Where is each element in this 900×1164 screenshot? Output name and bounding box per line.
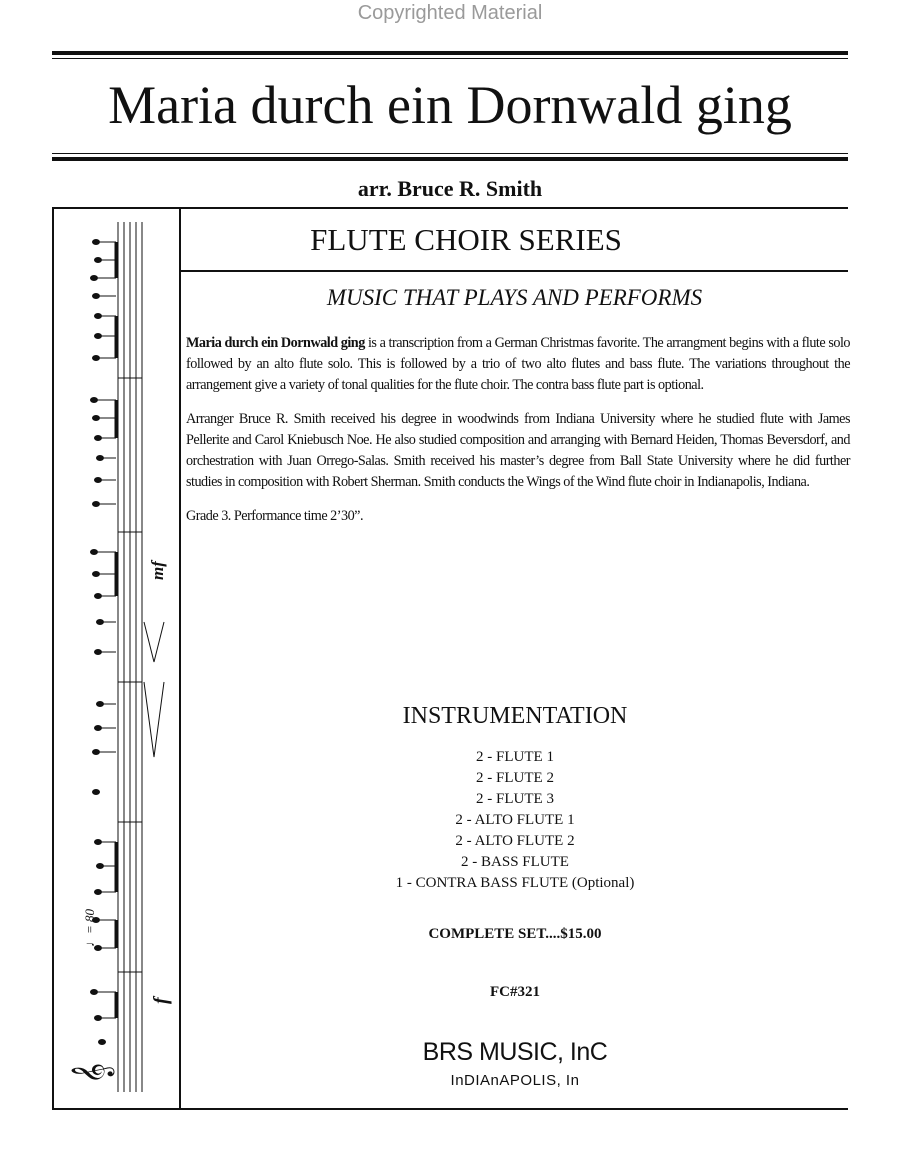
arranger-credit: arr. Bruce R. Smith [357,176,543,201]
top-rule-thick [52,51,848,55]
dynamic-forte: f [150,997,172,1004]
instrument-item: 1 - CONTRA BASS FLUTE (Optional) [395,875,635,891]
note-stems [98,242,116,1018]
series-title: FLUTE CHOIR SERIES [310,222,622,257]
instrument-item: 2 - FLUTE 2 [476,770,554,786]
series-tagline: MUSIC THAT PLAYS AND PERFORMS [326,285,703,310]
publisher-name: BRS MUSIC, InC [422,1038,608,1066]
complete-set-price: COMPLETE SET....$15.00 [428,926,602,942]
title-rule-thick [52,157,848,161]
frame-top-border [52,207,848,209]
frame-left-border [52,207,54,1110]
frame-bottom-border [52,1108,848,1110]
description-paragraph-1 [186,333,850,396]
music-score-excerpt [58,212,176,1102]
score-staff-graphic [58,212,176,1102]
description-paragraph-2: Arranger Bruce R. Smith received his degree in woodwinds from Indiana University where he studied flute with James Pellerite and Carol Kniebusch Noe. He also studied composition and arranging with Bernard Heiden, Thomas Beversdorf, and orchestration with Juan Orrego-Salas. Smith received his master’s degree from Ball State University where he did further studies in composition with Robert Sherman. Smith conducts the Wings of the Wind flute choir in Indianapolis, Indiana. [186,411,850,490]
staff-lines [118,222,142,1092]
series-rule [181,270,848,272]
instrument-item: 2 - BASS FLUTE [461,854,569,870]
treble-clef-icon: 𝄞 [72,1062,113,1084]
instrumentation-list [290,747,740,894]
instrumentation-heading: INSTRUMENTATION [402,703,628,729]
tempo-marking: ♩= 80 [82,908,97,947]
instrument-item: 2 - FLUTE 3 [476,791,554,807]
dynamic-mezzo-forte: mf [148,561,167,580]
instrument-item: 2 - ALTO FLUTE 2 [455,833,575,849]
frame-divider [179,207,181,1110]
catalog-code: FC#321 [490,984,540,1000]
page-title: Maria durch ein Dornwald ging [108,75,792,135]
instrument-item: 2 - FLUTE 1 [476,749,554,765]
hairpins [144,622,164,757]
description-lead-title: Maria durch ein Dornwald ging [186,335,365,351]
description-block [186,333,850,540]
publisher-city: InDIAnAPOLIS, In [450,1072,580,1089]
description-paragraph-1-text: is a transcription from a German Christmas favorite. The arrangment begins with a flute solo followed by an alto flute solo. This is followed by a trio of two alto flutes and bass flute. The variations throughout the arrangement give a variety of tonal qualities for the flute choir. The contra bass flute part is optional. [186,335,850,393]
title-rule-thin [52,153,848,154]
description-paragraph-3: Grade 3. Performance time 2’30”. [186,508,364,524]
top-rule-thin [52,58,848,59]
instrument-item: 2 - ALTO FLUTE 1 [455,812,575,828]
copyright-watermark: Copyrighted Material [357,2,543,24]
